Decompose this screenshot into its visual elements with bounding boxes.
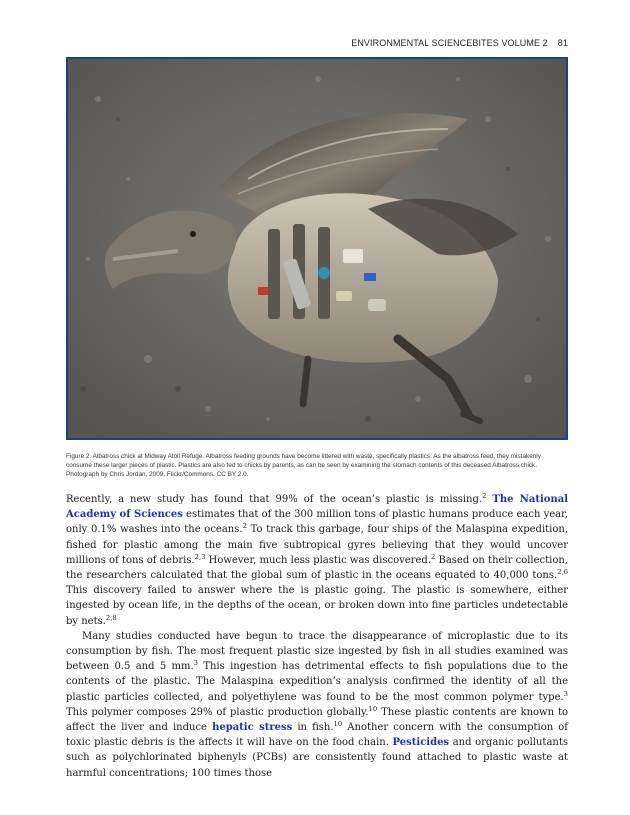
page-number: 81 (557, 38, 568, 48)
link-national-academy-of-sciences[interactable]: The National Academy of Sciences (66, 494, 569, 521)
figure-photo (66, 57, 568, 440)
albatross-photo (68, 59, 566, 438)
article-body (66, 492, 568, 781)
journal-title: ENVIRONMENTAL SCIENCEBITES VOLUME 2 (351, 38, 548, 48)
paragraph-1: Recently, a new study has found that 99% of the ocean’s plastic is missing.$^2$ The National Academy of Sciences estimates that of the 300 million tons of plastic humans produce each year, only 0.1% washes into the oceans.$^2$ To track this garbage, four ships of the Malaspina expedition, fished for plastic among the main five subtropical gyres believing that they would uncover millions of tons of debris.$^{2,3}$ However, much less plastic was discovered.$^2$ Based on their collection, the researchers calculated that the global sum of plastic in the oceans equated to 40,000 tons.$^{2,6}$ This discovery failed to answer where the is plastic going. The plastic is somewhere, either ingested by ocean life, in the depths of the ocean, or broken down into fine particles undetectable by nets.$^{2,8}$ (66, 492, 569, 627)
link-hepatic-stress[interactable]: hepatic stress (212, 722, 293, 734)
link-pesticides[interactable]: Pesticides (392, 737, 450, 749)
paragraph-2: Many studies conducted have begun to trace the disappearance of microplastic due to its consumption by fish. The most frequent plastic size ingested by fish in all studies examined was between 0.5 and 5 mm.$^3$ This ingestion has detrimental effects to fish populations due to the contents of the plastic. The Malaspina expedition’s analysis confirmed the identity of all the plastic particles collected, and polyethylene was found to be the most common polymer type.$^3$ This polymer composes 29% of plastic production globally.$^{10}$ These plastic contents are known to affect the liver and induce hepatic stress in fish.$^{10}$ Another concern with the consumption of toxic plastic debris is the affects it will have on the food chain. Pesticides and organic pollutants such as polychlorinated biphenyls (PCBs) are consistently found attached to plastic waste at harmful concentrations; 100 times those (66, 630, 568, 779)
running-header (351, 38, 568, 48)
figure-caption: Figure 2. Albatross chick at Midway Atoll Refuge. Albatross feeding grounds have become littered with waste, specifically plastics. As the albatross feed, they mistakenly consume these larger pieces of plastic. Plastics are also fed to chicks by parents, as can be seen by examining the stomach contents of this deceased Albatross chick. Photograph by Chris Jordan, 2009, Flickr/Commons. CC BY 2.0. (66, 453, 541, 478)
